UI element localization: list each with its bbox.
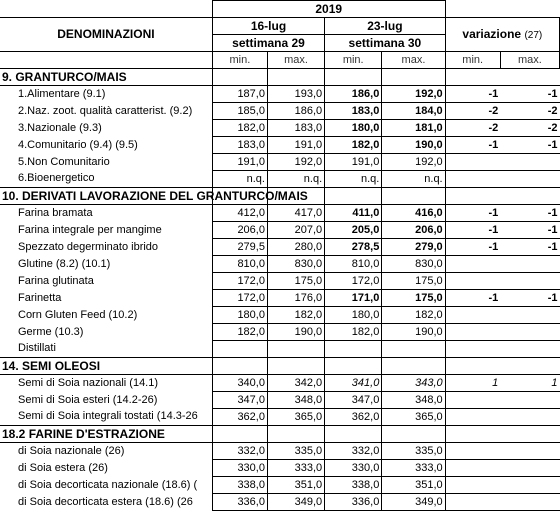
var-max-cell [500, 409, 559, 426]
week-date-2: 23-lug [325, 18, 445, 35]
week29-max-cell: 342,0 [267, 375, 324, 392]
row-label: Farina integrale per mangime [18, 223, 162, 236]
week29-min-cell: 332,0 [212, 443, 267, 460]
var-max-cell [500, 494, 559, 511]
week30-min-cell: 183,0 [325, 103, 382, 120]
week29-max-cell: 176,0 [267, 290, 324, 307]
var-min-cell [445, 341, 500, 358]
week30-max-cell: 333,0 [382, 460, 445, 477]
section-header [0, 188, 560, 205]
week29-max-cell: 351,0 [267, 477, 324, 494]
section-title: 18.2 FARINE D'ESTRAZIONE [0, 426, 212, 443]
row-label: Spezzato degerminato ibrido [18, 240, 159, 253]
row-label: Semi di Soia esteri (14.2-26) [18, 393, 158, 406]
table-row [0, 171, 560, 188]
var-max-cell [500, 477, 559, 494]
var-min-cell: -1 [445, 290, 500, 307]
var-min-cell: -1 [445, 239, 500, 256]
table-row [0, 477, 560, 494]
week29-max-cell: 365,0 [267, 409, 324, 426]
var-min-cell [445, 307, 500, 324]
row-label: di Soia nazionale (26) [18, 444, 125, 457]
week30-max-cell: 181,0 [382, 120, 445, 137]
week30-max-cell: 175,0 [382, 290, 445, 307]
table-row [0, 375, 560, 392]
week29-max-cell: 191,0 [267, 137, 324, 154]
var-max-cell: -1 [500, 222, 559, 239]
row-label: di Soia estera (26) [18, 461, 108, 474]
min-label-2: min. [325, 52, 382, 69]
row-label: Distillati [18, 342, 56, 355]
row-label: 2.Naz. zoot. qualità caratterist. (9.2) [18, 104, 193, 117]
week30-min-cell [325, 341, 382, 358]
var-max-cell [500, 392, 559, 409]
week29-min-cell: 362,0 [212, 409, 267, 426]
week29-min-cell: 182,0 [212, 120, 267, 137]
table-row [0, 324, 560, 341]
var-min-cell [445, 273, 500, 290]
var-min-cell [445, 171, 500, 188]
variazione-header: variazione (27) [445, 18, 559, 52]
var-max-cell: -1 [500, 137, 559, 154]
week29-min-cell: 340,0 [212, 375, 267, 392]
week29-max-cell: 193,0 [267, 86, 324, 103]
var-max-cell [500, 443, 559, 460]
table-row [0, 460, 560, 477]
week29-max-cell: 333,0 [267, 460, 324, 477]
var-min-cell: -2 [445, 120, 500, 137]
var-min-cell [445, 324, 500, 341]
week29-min-cell: 206,0 [212, 222, 267, 239]
week29-max-cell: 349,0 [267, 494, 324, 511]
var-max-cell: -2 [500, 120, 559, 137]
var-min-cell: -1 [445, 86, 500, 103]
week29-max-cell: 348,0 [267, 392, 324, 409]
week30-min-cell: 336,0 [325, 494, 382, 511]
week30-max-cell: 192,0 [382, 154, 445, 171]
week30-min-cell: 205,0 [325, 222, 382, 239]
week30-max-cell: 416,0 [382, 205, 445, 222]
var-min-cell [445, 460, 500, 477]
week30-min-cell: 191,0 [325, 154, 382, 171]
row-label: Semi di Soia nazionali (14.1) [18, 376, 159, 389]
week29-min-cell: 412,0 [212, 205, 267, 222]
var-min-cell [445, 409, 500, 426]
var-max-cell [500, 307, 559, 324]
var-max-cell: -1 [500, 290, 559, 307]
row-label: Semi di Soia integrali tostati (14.3-26 [18, 410, 198, 423]
week29-min-cell: 182,0 [212, 324, 267, 341]
week30-max-cell: 190,0 [382, 137, 445, 154]
table-row [0, 86, 560, 103]
row-label: Glutine (8.2) (10.1) [18, 257, 111, 270]
table-row [0, 494, 560, 511]
var-min-cell: -1 [445, 137, 500, 154]
week29-max-cell: 186,0 [267, 103, 324, 120]
week29-min-cell: 810,0 [212, 256, 267, 273]
week29-min-cell: 191,0 [212, 154, 267, 171]
week-label-2: settimana 30 [325, 35, 445, 52]
var-min-cell [445, 154, 500, 171]
section-title: 9. GRANTURCO/MAIS [0, 69, 212, 86]
week-label-1: settimana 29 [212, 35, 324, 52]
week29-max-cell: 192,0 [267, 154, 324, 171]
week30-max-cell: 279,0 [382, 239, 445, 256]
max-label-2: max. [382, 52, 445, 69]
week29-min-cell: 183,0 [212, 137, 267, 154]
table-row [0, 120, 560, 137]
week29-min-cell: 172,0 [212, 290, 267, 307]
week29-min-cell: 180,0 [212, 307, 267, 324]
row-label: Corn Gluten Feed (10.2) [18, 308, 138, 321]
week30-min-cell: 180,0 [325, 120, 382, 137]
week30-max-cell: 192,0 [382, 86, 445, 103]
row-label: di Soia decorticata nazionale (18.6) ( [18, 478, 198, 491]
table-row [0, 273, 560, 290]
var-max-cell [500, 324, 559, 341]
week30-min-cell: 278,5 [325, 239, 382, 256]
table-row [0, 239, 560, 256]
var-min-cell: -1 [445, 205, 500, 222]
week29-min-cell: 347,0 [212, 392, 267, 409]
week30-max-cell: 206,0 [382, 222, 445, 239]
table-row [0, 392, 560, 409]
table-row [0, 341, 560, 358]
var-max-cell: -2 [500, 103, 559, 120]
row-label: 5.Non Comunitario [18, 155, 110, 168]
week30-min-cell: 810,0 [325, 256, 382, 273]
week30-max-cell: 182,0 [382, 307, 445, 324]
table-row [0, 409, 560, 426]
row-label: Farina bramata [18, 206, 93, 219]
week30-min-cell: 182,0 [325, 137, 382, 154]
week-date-1: 16-lug [212, 18, 324, 35]
row-label: 3.Nazionale (9.3) [18, 121, 102, 134]
week30-max-cell: 348,0 [382, 392, 445, 409]
week29-min-cell: 336,0 [212, 494, 267, 511]
week30-min-cell: 347,0 [325, 392, 382, 409]
week30-max-cell: 351,0 [382, 477, 445, 494]
row-label: 1.Alimentare (9.1) [18, 87, 106, 100]
week30-min-cell: 180,0 [325, 307, 382, 324]
week30-max-cell: 184,0 [382, 103, 445, 120]
row-label: Farina glutinata [18, 274, 94, 287]
var-max-cell [500, 273, 559, 290]
week29-max-cell: 280,0 [267, 239, 324, 256]
column-header-denominazioni: DENOMINAZIONI [0, 18, 212, 52]
week29-max-cell: 207,0 [267, 222, 324, 239]
week30-min-cell: 411,0 [325, 205, 382, 222]
week30-min-cell: 172,0 [325, 273, 382, 290]
table-row [0, 154, 560, 171]
section-header [0, 426, 560, 443]
week30-max-cell: 349,0 [382, 494, 445, 511]
table-row [0, 443, 560, 460]
var-min-cell [445, 256, 500, 273]
week30-min-cell: n.q. [325, 171, 382, 188]
max-label-3: max. [500, 52, 559, 69]
week30-max-cell: n.q. [382, 171, 445, 188]
var-min-cell: -1 [445, 222, 500, 239]
section-title: 14. SEMI OLEOSI [0, 358, 212, 375]
row-label: 6.Bioenergetico [18, 172, 95, 185]
week29-max-cell: 335,0 [267, 443, 324, 460]
var-max-cell [500, 256, 559, 273]
var-max-cell [500, 154, 559, 171]
week29-max-cell [267, 341, 324, 358]
week29-min-cell [212, 341, 267, 358]
section-header [0, 358, 560, 375]
max-label-1: max. [267, 52, 324, 69]
table-row [0, 137, 560, 154]
week29-max-cell: 182,0 [267, 307, 324, 324]
week30-min-cell: 332,0 [325, 443, 382, 460]
week29-min-cell: 338,0 [212, 477, 267, 494]
week29-min-cell: 187,0 [212, 86, 267, 103]
table-row [0, 290, 560, 307]
week29-max-cell: 190,0 [267, 324, 324, 341]
week30-max-cell: 830,0 [382, 256, 445, 273]
week30-min-cell: 182,0 [325, 324, 382, 341]
table-row [0, 256, 560, 273]
week29-max-cell: 183,0 [267, 120, 324, 137]
week30-max-cell: 190,0 [382, 324, 445, 341]
week29-min-cell: 330,0 [212, 460, 267, 477]
var-min-cell [445, 392, 500, 409]
var-min-cell: 1 [445, 375, 500, 392]
var-max-cell: 1 [500, 375, 559, 392]
week30-min-cell: 362,0 [325, 409, 382, 426]
table-row [0, 103, 560, 120]
section-title: 10. DERIVATI LAVORAZIONE DEL GRANTURCO/MAIS [2, 188, 308, 203]
var-min-cell [445, 443, 500, 460]
var-max-cell [500, 171, 559, 188]
week29-max-cell: 830,0 [267, 256, 324, 273]
year-header: 2019 [212, 1, 445, 18]
var-max-cell [500, 460, 559, 477]
section-header [0, 69, 560, 86]
table-row [0, 205, 560, 222]
week29-max-cell: 417,0 [267, 205, 324, 222]
week29-min-cell: n.q. [212, 171, 267, 188]
min-label-1: min. [212, 52, 267, 69]
week30-min-cell: 330,0 [325, 460, 382, 477]
min-label-3: min. [445, 52, 500, 69]
week30-min-cell: 341,0 [325, 375, 382, 392]
row-label: di Soia decorticata estera (18.6) (26 [18, 495, 193, 508]
var-max-cell [500, 341, 559, 358]
week30-min-cell: 186,0 [325, 86, 382, 103]
week30-max-cell: 335,0 [382, 443, 445, 460]
row-label: 4.Comunitario (9.4) (9.5) [18, 138, 138, 151]
header-blank [0, 1, 212, 18]
row-label: Farinetta [18, 291, 62, 304]
week30-min-cell: 171,0 [325, 290, 382, 307]
table-row [0, 307, 560, 324]
week29-min-cell: 279,5 [212, 239, 267, 256]
var-max-cell: -1 [500, 239, 559, 256]
week30-max-cell [382, 341, 445, 358]
var-min-cell [445, 477, 500, 494]
var-max-cell: -1 [500, 205, 559, 222]
week30-max-cell: 365,0 [382, 409, 445, 426]
var-min-cell [445, 494, 500, 511]
table-row [0, 222, 560, 239]
week30-max-cell: 175,0 [382, 273, 445, 290]
week29-max-cell: 175,0 [267, 273, 324, 290]
week30-min-cell: 338,0 [325, 477, 382, 494]
week29-min-cell: 172,0 [212, 273, 267, 290]
week29-min-cell: 185,0 [212, 103, 267, 120]
week29-max-cell: n.q. [267, 171, 324, 188]
row-label: Germe (10.3) [18, 325, 84, 338]
var-max-cell: -1 [500, 86, 559, 103]
var-min-cell: -2 [445, 103, 500, 120]
week30-max-cell: 343,0 [382, 375, 445, 392]
